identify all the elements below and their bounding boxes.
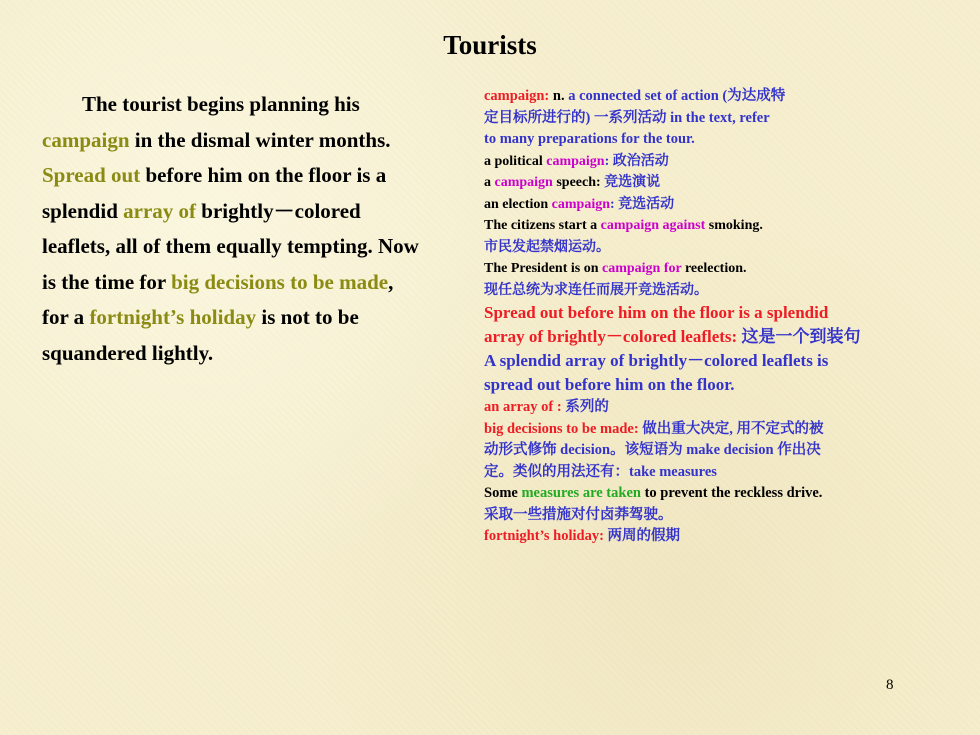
note-line: 市民发起禁烟运动。: [484, 239, 610, 255]
note-line: [484, 151, 964, 173]
note-text: reelection.: [681, 261, 747, 276]
passage-segment: in the dismal winter months.: [129, 127, 391, 152]
note-text: Some: [484, 485, 522, 501]
note-line: [484, 215, 964, 237]
note-line: A splendid array of brightly－colored leaflets is: [484, 351, 829, 370]
note-keyword: campaign for: [601, 261, 682, 276]
note-line: [484, 483, 964, 505]
note-line: Spread out before him on the floor is a splendid: [484, 303, 829, 322]
note-line: 定。类似的用法还有：take measures: [484, 463, 717, 480]
note-line: 采取一些措施对付卤莽驾驶。: [484, 506, 673, 523]
passage-segment: brightly－colored leaflets, all of them equally tempting. Now is the time for: [42, 198, 419, 294]
highlight-campaign: campaign: [42, 127, 130, 152]
note-line: [484, 172, 964, 194]
note-term: an array of :: [484, 399, 566, 415]
note-line: [484, 86, 964, 108]
note-text: to prevent the reckless drive.: [640, 485, 823, 501]
highlight-spread-out: Spread out: [42, 163, 141, 187]
note-text: 做出重大决定, 用不定式的被: [642, 420, 824, 437]
note-text: smoking.: [705, 218, 763, 233]
note-term: big decisions to be made:: [484, 420, 643, 437]
note-line: [484, 258, 964, 280]
note-text: a connected set of action (为达成特: [564, 88, 786, 104]
note-text: : 政治活动: [604, 153, 669, 169]
passage-segment: is not to be squandered lightly.: [42, 305, 359, 365]
note-line: 定目标所进行的) 一系列活动 in the text, refer: [484, 109, 770, 126]
note-line: [484, 194, 964, 216]
note-text: 系列的: [565, 399, 609, 415]
note-text: The citizens start a: [484, 218, 601, 233]
page-number: 8: [886, 677, 894, 693]
passage-segment: , for a: [42, 269, 394, 329]
note-keyword: campaign: [546, 153, 605, 169]
note-line: to many preparations for the tour.: [484, 131, 695, 147]
passage-segment: before him on the floor is a splendid: [42, 163, 387, 223]
note-keyword: campaign against: [600, 218, 706, 233]
note-text: 两周的假期: [607, 528, 681, 544]
note-text: n.: [552, 88, 565, 104]
slide-title: Tourists: [443, 30, 537, 60]
note-term: fortnight’s holiday:: [484, 528, 608, 544]
note-text: an election: [484, 196, 552, 212]
passage-text: [42, 87, 422, 371]
note-line: 现任总统为求连任而展开竞选活动。: [484, 282, 708, 298]
note-keyword: measures are taken: [521, 485, 641, 501]
note-line: [484, 526, 964, 548]
note-line: [484, 325, 964, 349]
note-text: speech:: [552, 175, 605, 190]
note-line: [484, 397, 964, 419]
note-keyword: campaign: [494, 175, 553, 190]
passage-segment: The tourist begins planning his: [82, 92, 360, 116]
note-line: 动形式修饰 decision。该短语为 make decision 作出决: [484, 442, 821, 458]
note-line: spread out before him on the floor.: [484, 375, 735, 394]
note-text: 竞选演说: [604, 175, 661, 190]
note-keyword: campaign: [551, 196, 610, 212]
note-text: a: [484, 175, 495, 190]
highlight-fortnights-holiday: fortnight’s holiday: [89, 305, 257, 329]
vocabulary-notes: [484, 86, 964, 548]
note-text: 这是一个到装句: [741, 327, 861, 346]
note-line: [484, 419, 964, 441]
note-text: The President is on: [484, 261, 602, 276]
note-text: a political: [484, 153, 547, 169]
note-term: campaign:: [484, 88, 553, 104]
note-text: : 竞选活动: [610, 196, 675, 212]
highlight-array-of: array of: [123, 198, 197, 223]
highlight-big-decisions: big decisions to be made: [171, 269, 389, 294]
note-term: array of brightly－colored leaflets:: [484, 327, 742, 346]
